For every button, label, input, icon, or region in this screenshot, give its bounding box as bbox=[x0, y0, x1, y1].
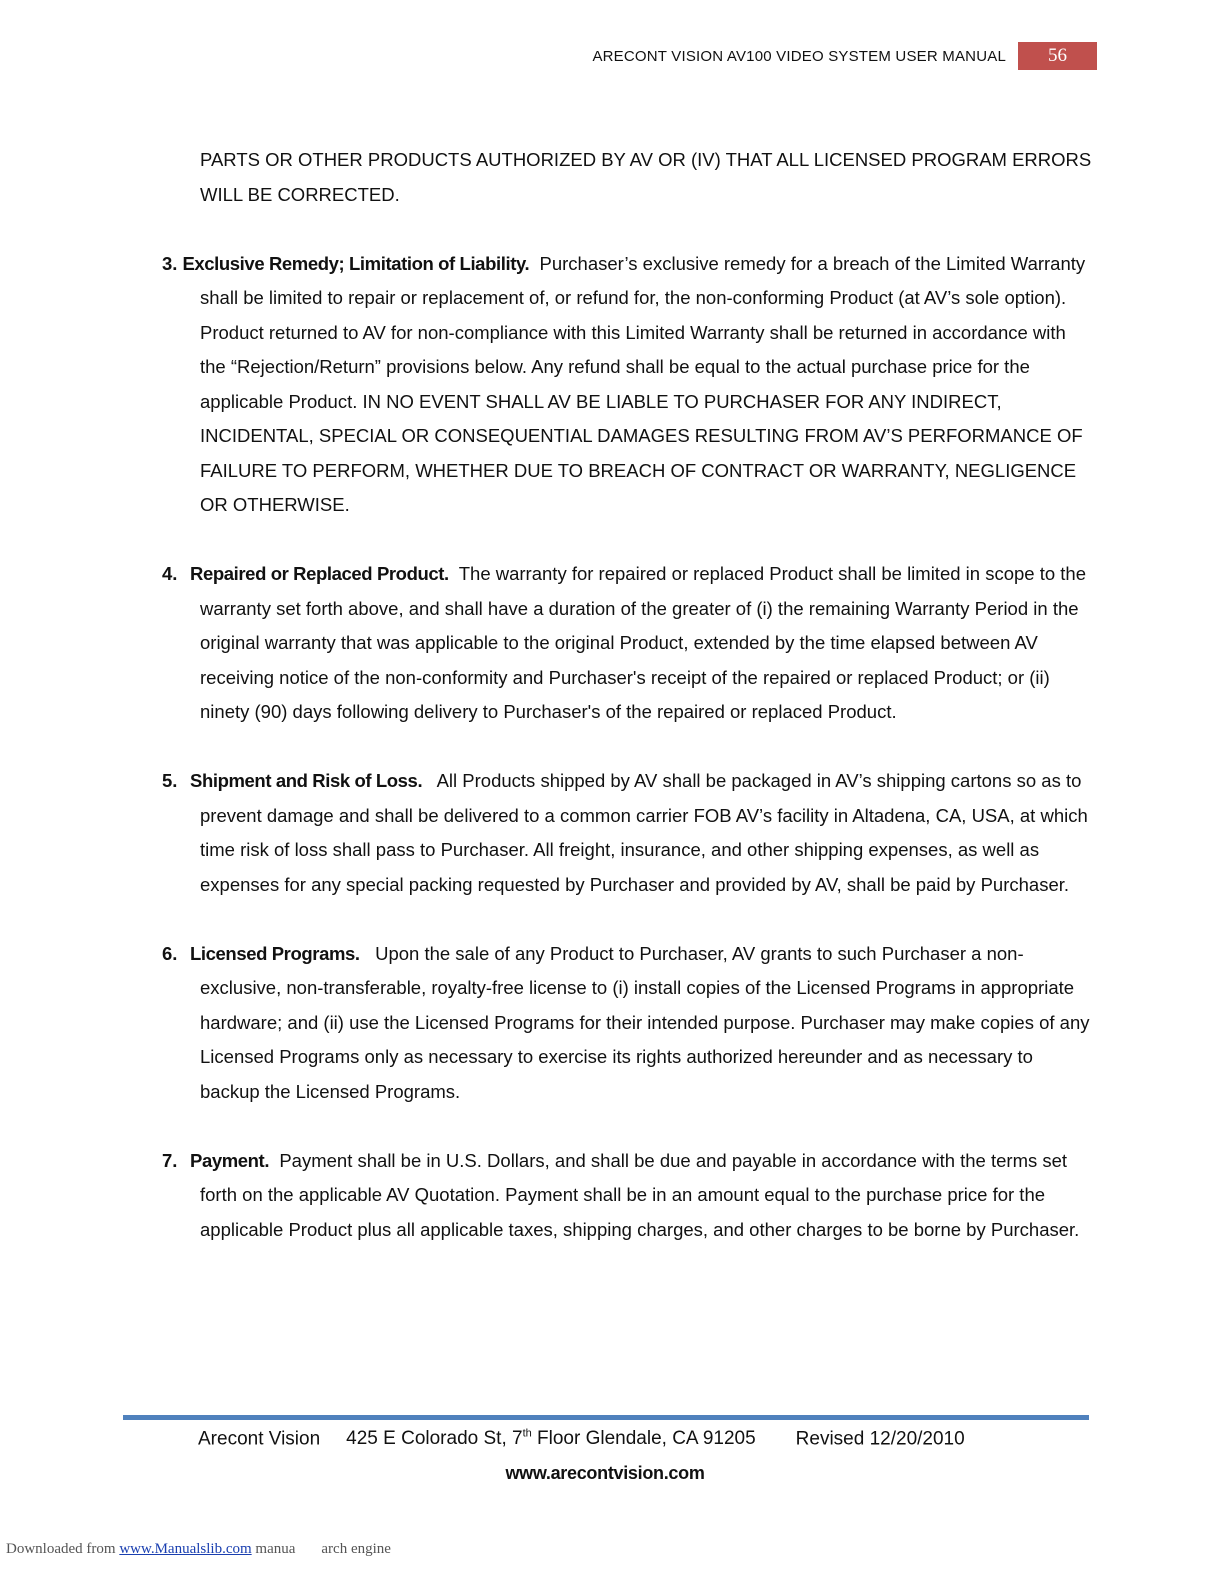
section-number: 7. bbox=[162, 1149, 178, 1171]
section-number: 5. bbox=[162, 770, 178, 791]
section-title: Exclusive Remedy; Limitation of Liability. bbox=[182, 252, 530, 274]
footer-divider bbox=[123, 1415, 1089, 1420]
footer-address: 425 E Colorado St, 7th Floor Glendale, CA 91205 bbox=[346, 1428, 756, 1450]
section-5 bbox=[162, 764, 1092, 902]
footer-company: Arecont Vision bbox=[198, 1428, 321, 1450]
section-title: Payment. bbox=[190, 1149, 270, 1171]
manualslib-link[interactable]: www.Manualslib.com bbox=[119, 1541, 252, 1557]
section-title: Repaired or Replaced Product. bbox=[190, 563, 449, 584]
section-title: Shipment and Risk of Loss. bbox=[190, 770, 423, 791]
section-number: 6. bbox=[162, 942, 178, 964]
section-3 bbox=[162, 247, 1092, 523]
section-text: The warranty for repaired or replaced Product shall be limited in scope to the warranty set forth above, and shall have a duration of the greater of (i) the remaining Warranty Period in the original warranty that was applicable to the original Product, extended by the time elapsed between AV receiving notice of the non-conformity and Purchaser's receipt of the repaired or replaced Product; or (ii) ninety (90) days following delivery to Purchaser's of the repaired or replaced Product. bbox=[200, 563, 1086, 722]
footer-address-line bbox=[198, 1428, 965, 1450]
section-number: 3. bbox=[162, 252, 178, 274]
download-note: Downloaded from www.Manualslib.com manua arch engine bbox=[6, 1541, 391, 1557]
page-number-badge: 56 bbox=[1018, 42, 1097, 70]
section-title: Licensed Programs. bbox=[190, 942, 360, 964]
footer-website: www.arecontvision.com bbox=[505, 1463, 705, 1483]
manual-title: ARECONT VISION AV100 VIDEO SYSTEM USER MANUAL bbox=[592, 47, 1006, 65]
document-body bbox=[162, 143, 1092, 1282]
section-4 bbox=[162, 557, 1092, 730]
page-header bbox=[592, 42, 1097, 70]
section-number: 4. bbox=[162, 563, 178, 584]
section-text: Upon the sale of any Product to Purchaser, AV grants to such Purchaser a non-exclusive, non-transferable, royalty-free license to (i) install copies of the Licensed Programs in appropriate hardware; and (ii) use the Licensed Programs for their intended purpose. Purchaser may make copies of any Licensed Programs only as necessary to exercise its rights authorized hereunder and as necessary to backup the Licensed Programs. bbox=[200, 942, 1090, 1102]
section-text: Payment shall be in U.S. Dollars, and shall be due and payable in accordance with the terms set forth on the applicable AV Quotation. Payment shall be in an amount equal to the purchase price for the applicable Product plus all applicable taxes, shipping charges, and other charges to be borne by Purchaser. bbox=[200, 1149, 1080, 1240]
section-text: All Products shipped by AV shall be packaged in AV’s shipping cartons so as to prevent damage and shall be delivered to a common carrier FOB AV’s facility in Altadena, CA, USA, at which time risk of loss shall pass to Purchaser. All freight, insurance, and other shipping expenses, as well as expenses for any special packing requested by Purchaser and provided by AV, shall be paid by Purchaser. bbox=[200, 770, 1088, 895]
continued-paragraph: PARTS OR OTHER PRODUCTS AUTHORIZED BY AV OR (IV) THAT ALL LICENSED PROGRAM ERRORS WILL BE CORRECTED. bbox=[200, 149, 1092, 205]
section-7 bbox=[162, 1144, 1092, 1248]
footer-revised: Revised 12/20/2010 bbox=[795, 1428, 965, 1450]
section-text: Purchaser’s exclusive remedy for a breach of the Limited Warranty shall be limited to repair or replacement of, or refund for, the non-conforming Product (at AV’s sole option). Product returned to AV for non-compliance with this Limited Warranty shall be returned in accordance with the “Rejection/Return” provisions below. Any refund shall be equal to the actual purchase price for the applicable Product. IN NO EVENT SHALL AV BE LIABLE TO PURCHASER FOR ANY INDIRECT, INCIDENTAL, SPECIAL OR CONSEQUENTIAL DAMAGES RESULTING FROM AV’S PERFORMANCE OF FAILURE TO PERFORM, WHETHER DUE TO BREACH OF CONTRACT OR WARRANTY, NEGLIGENCE OR OTHERWISE. bbox=[200, 252, 1086, 515]
section-6 bbox=[162, 937, 1092, 1110]
